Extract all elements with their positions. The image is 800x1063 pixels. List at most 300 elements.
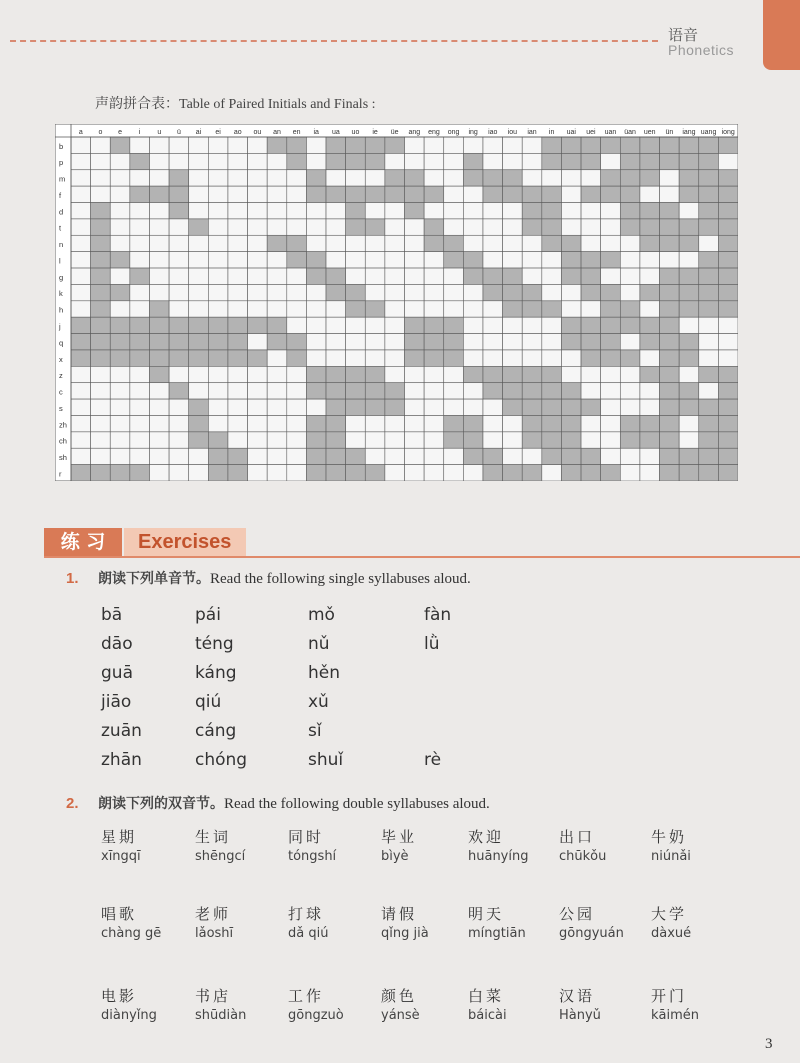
table-cell — [149, 334, 169, 350]
table-cell — [483, 399, 503, 415]
syllable-item: pái — [195, 605, 221, 625]
table-cell — [130, 465, 150, 481]
table-cell — [228, 301, 248, 317]
final-label: iang — [682, 129, 696, 136]
word-item — [651, 985, 699, 1023]
table-cell — [326, 268, 346, 284]
table-cell — [346, 153, 366, 169]
table-cell — [405, 465, 425, 481]
table-cell — [718, 268, 738, 284]
exercises-heading — [44, 528, 246, 556]
table-cell — [581, 252, 601, 268]
table-cell — [365, 350, 385, 366]
table-cell — [110, 170, 130, 186]
table-cell — [267, 415, 287, 431]
table-cell — [287, 235, 307, 251]
table-cell — [149, 301, 169, 317]
table-cell — [189, 235, 209, 251]
table-cell — [91, 350, 111, 366]
table-cell — [620, 235, 640, 251]
table-cell — [405, 252, 425, 268]
table-cell — [483, 465, 503, 481]
table-cell — [542, 383, 562, 399]
table-cell — [522, 350, 542, 366]
table-cell — [483, 203, 503, 219]
table-cell — [424, 399, 444, 415]
table-cell — [660, 186, 680, 202]
final-label: ing — [468, 129, 478, 136]
table-cell — [463, 350, 483, 366]
table-cell — [149, 203, 169, 219]
final-label: eng — [428, 129, 440, 136]
table-cell — [679, 448, 699, 464]
table-cell — [463, 203, 483, 219]
word-hanzi: 欢迎 — [468, 828, 505, 846]
word-pinyin: xīngqī — [101, 849, 141, 864]
initial-label: c — [59, 387, 63, 397]
syllable-item: mǒ — [308, 605, 335, 625]
table-cell — [463, 137, 483, 153]
table-cell — [463, 268, 483, 284]
table-cell — [601, 186, 621, 202]
table-cell — [130, 317, 150, 333]
word-pinyin: huānyíng — [468, 849, 529, 864]
table-cell — [130, 170, 150, 186]
word-pinyin: gōngzuò — [288, 1008, 344, 1023]
table-cell — [326, 301, 346, 317]
table-cell — [346, 284, 366, 300]
table-cell — [444, 235, 464, 251]
table-cell — [424, 252, 444, 268]
table-cell — [169, 383, 189, 399]
table-cell — [71, 465, 91, 481]
table-cell — [287, 399, 307, 415]
table-cell — [110, 317, 130, 333]
table-cell — [561, 268, 581, 284]
table-cell — [228, 399, 248, 415]
table-cell — [110, 252, 130, 268]
syllable-item: zuān — [101, 721, 142, 741]
table-cell — [71, 383, 91, 399]
table-cell — [130, 235, 150, 251]
syllable-item: lǜ — [424, 634, 440, 654]
table-cell — [405, 137, 425, 153]
table-cell — [169, 235, 189, 251]
table-cell — [365, 465, 385, 481]
table-cell — [699, 170, 719, 186]
table-cell — [267, 432, 287, 448]
table-cell — [228, 137, 248, 153]
table-cell — [679, 268, 699, 284]
table-cell — [660, 399, 680, 415]
table-cell — [287, 317, 307, 333]
table-cell — [405, 415, 425, 431]
table-cell — [248, 317, 268, 333]
table-cell — [463, 383, 483, 399]
table-cell — [91, 186, 111, 202]
table-cell — [405, 186, 425, 202]
table-cell — [208, 268, 228, 284]
table-cell — [169, 219, 189, 235]
question-number: 1. — [66, 570, 79, 587]
table-cell — [130, 366, 150, 382]
word-pinyin: tóngshí — [288, 849, 337, 864]
table-cell — [228, 186, 248, 202]
table-cell — [581, 203, 601, 219]
table-cell — [228, 268, 248, 284]
table-cell — [463, 415, 483, 431]
table-cell — [405, 383, 425, 399]
table-cell — [522, 465, 542, 481]
table-cell — [620, 366, 640, 382]
table-cell — [248, 203, 268, 219]
table-cell — [365, 268, 385, 284]
table-cell — [130, 432, 150, 448]
table-cell — [483, 268, 503, 284]
table-cell — [424, 366, 444, 382]
table-cell — [130, 153, 150, 169]
table-cell — [228, 284, 248, 300]
table-cell — [405, 399, 425, 415]
initial-label: q — [59, 338, 64, 348]
table-cell — [424, 465, 444, 481]
table-cell — [601, 415, 621, 431]
table-cell — [346, 170, 366, 186]
table-cell — [718, 350, 738, 366]
table-cell — [581, 219, 601, 235]
word-pinyin: bìyè — [381, 849, 409, 864]
table-cell — [208, 383, 228, 399]
table-cell — [306, 448, 326, 464]
table-cell — [228, 465, 248, 481]
table-cell — [424, 203, 444, 219]
table-cell — [679, 383, 699, 399]
table-cell — [248, 415, 268, 431]
table-cell — [718, 301, 738, 317]
word-pinyin: chàng gē — [101, 926, 162, 941]
table-cell — [346, 350, 366, 366]
table-cell — [699, 383, 719, 399]
table-cell — [365, 219, 385, 235]
table-cell — [699, 268, 719, 284]
table-cell — [444, 137, 464, 153]
table-cell — [405, 203, 425, 219]
table-cell — [522, 317, 542, 333]
table-cell — [581, 153, 601, 169]
table-cell — [110, 399, 130, 415]
table-cell — [444, 465, 464, 481]
table-cell — [660, 284, 680, 300]
table-cell — [189, 301, 209, 317]
table-cell — [287, 432, 307, 448]
table-cell — [208, 432, 228, 448]
table-cell — [679, 350, 699, 366]
table-cell — [326, 203, 346, 219]
table-cell — [640, 317, 660, 333]
table-cell — [718, 334, 738, 350]
table-cell — [522, 137, 542, 153]
table-cell — [679, 334, 699, 350]
table-cell — [522, 186, 542, 202]
table-cell — [581, 383, 601, 399]
table-cell — [91, 137, 111, 153]
table-cell — [169, 186, 189, 202]
table-cell — [522, 366, 542, 382]
table-cell — [581, 186, 601, 202]
table-cell — [91, 203, 111, 219]
table-cell — [503, 284, 523, 300]
table-cell — [208, 235, 228, 251]
table-cell — [463, 186, 483, 202]
table-cell — [444, 301, 464, 317]
final-label: a — [78, 129, 83, 136]
table-cell — [444, 399, 464, 415]
table-cell — [189, 268, 209, 284]
table-cell — [483, 252, 503, 268]
word-hanzi: 牛奶 — [651, 828, 688, 846]
table-cell — [483, 284, 503, 300]
table-cell — [522, 448, 542, 464]
table-cell — [110, 448, 130, 464]
table-cell — [522, 203, 542, 219]
syllable-item: jiāo — [101, 692, 132, 712]
syllable-item: xǔ — [308, 692, 329, 712]
table-cell — [463, 432, 483, 448]
table-cell — [679, 317, 699, 333]
table-cell — [522, 415, 542, 431]
table-cell — [385, 317, 405, 333]
initial-label: k — [59, 289, 63, 299]
table-cell — [110, 219, 130, 235]
table-cell — [287, 383, 307, 399]
initial-label: ch — [59, 436, 67, 446]
table-cell — [189, 153, 209, 169]
table-cell — [208, 415, 228, 431]
table-cell — [718, 432, 738, 448]
table-cell — [346, 186, 366, 202]
table-cell — [287, 350, 307, 366]
table-cell — [189, 415, 209, 431]
table-cell — [71, 203, 91, 219]
table-cell — [287, 203, 307, 219]
word-hanzi: 明天 — [468, 905, 505, 923]
table-cell — [189, 383, 209, 399]
table-cell — [679, 235, 699, 251]
table-cell — [71, 366, 91, 382]
syllable-item: téng — [195, 634, 234, 654]
table-cell — [503, 350, 523, 366]
table-cell — [306, 203, 326, 219]
table-cell — [169, 153, 189, 169]
question-number: 2. — [66, 795, 79, 812]
table-cell — [110, 203, 130, 219]
table-cell — [405, 432, 425, 448]
table-cell — [169, 399, 189, 415]
table-cell — [679, 219, 699, 235]
table-cell — [385, 465, 405, 481]
table-cell — [346, 448, 366, 464]
table-cell — [718, 137, 738, 153]
table-cell — [542, 350, 562, 366]
word-hanzi: 星期 — [101, 828, 138, 846]
table-cell — [365, 252, 385, 268]
table-cell — [581, 334, 601, 350]
word-hanzi: 白菜 — [468, 987, 505, 1005]
table-cell — [483, 219, 503, 235]
header-dashed-line — [10, 40, 658, 42]
initial-label: g — [59, 272, 64, 282]
table-cell — [326, 399, 346, 415]
table-cell — [365, 186, 385, 202]
final-label: uan — [604, 129, 617, 136]
table-cell — [699, 137, 719, 153]
syllable-item: hěn — [308, 663, 341, 683]
table-cell — [718, 465, 738, 481]
table-cell — [267, 203, 287, 219]
table-cell — [522, 301, 542, 317]
table-cell — [503, 268, 523, 284]
table-cell — [679, 465, 699, 481]
table-cell — [561, 301, 581, 317]
word-item — [101, 903, 161, 941]
syllable-item: bā — [101, 605, 123, 625]
table-cell — [718, 219, 738, 235]
table-cell — [208, 153, 228, 169]
final-label: an — [273, 129, 281, 136]
table-cell — [346, 432, 366, 448]
table-cell — [581, 284, 601, 300]
table-cell — [385, 432, 405, 448]
table-cell — [169, 448, 189, 464]
table-cell — [228, 317, 248, 333]
table-cell — [640, 268, 660, 284]
table-cell — [189, 350, 209, 366]
table-cell — [503, 465, 523, 481]
table-cell — [287, 153, 307, 169]
table-cell — [189, 203, 209, 219]
table-cell — [483, 350, 503, 366]
table-cell — [149, 186, 169, 202]
question-instruction-en: Read the following single syllabuses aloud. — [210, 571, 471, 587]
table-cell — [503, 235, 523, 251]
table-cell — [110, 186, 130, 202]
table-cell — [424, 432, 444, 448]
table-cell — [130, 383, 150, 399]
final-label: ian — [527, 129, 537, 136]
final-label: u — [157, 129, 162, 136]
word-hanzi: 出口 — [559, 828, 596, 846]
table-cell — [679, 153, 699, 169]
table-cell — [561, 203, 581, 219]
table-cell — [601, 334, 621, 350]
table-cell — [601, 432, 621, 448]
table-cell — [640, 383, 660, 399]
table-cell — [346, 317, 366, 333]
table-cell — [110, 284, 130, 300]
table-cell — [620, 153, 640, 169]
table-cell — [346, 366, 366, 382]
table-cell — [365, 334, 385, 350]
table-cell — [346, 219, 366, 235]
table-cell — [306, 317, 326, 333]
table-cell — [640, 170, 660, 186]
table-cell — [601, 235, 621, 251]
final-label: üan — [624, 129, 636, 136]
table-cell — [424, 186, 444, 202]
table-cell — [365, 203, 385, 219]
table-cell — [248, 465, 268, 481]
table-cell — [620, 317, 640, 333]
table-cell — [699, 399, 719, 415]
table-cell — [640, 399, 660, 415]
final-label: i — [138, 129, 141, 136]
final-label: o — [98, 129, 103, 136]
initial-label: sh — [59, 453, 67, 463]
final-label: ia — [313, 129, 319, 136]
table-cell — [385, 219, 405, 235]
table-cell — [326, 137, 346, 153]
table-cell — [130, 268, 150, 284]
table-cell — [228, 415, 248, 431]
table-cell — [542, 252, 562, 268]
word-hanzi: 工作 — [288, 987, 325, 1005]
table-cell — [130, 284, 150, 300]
table-cell — [699, 465, 719, 481]
final-label: e — [118, 129, 122, 136]
table-cell — [149, 366, 169, 382]
table-cell — [306, 137, 326, 153]
table-cell — [208, 186, 228, 202]
table-cell — [228, 203, 248, 219]
table-cell — [346, 301, 366, 317]
table-cell — [699, 235, 719, 251]
table-cell — [679, 203, 699, 219]
initial-label: h — [59, 305, 64, 315]
table-cell — [503, 186, 523, 202]
table-cell — [306, 383, 326, 399]
table-cell — [326, 448, 346, 464]
table-cell — [385, 366, 405, 382]
table-cell — [522, 334, 542, 350]
table-cell — [91, 170, 111, 186]
table-cell — [718, 448, 738, 464]
table-cell — [601, 153, 621, 169]
syllable-item: shuǐ — [308, 750, 344, 770]
table-cell — [640, 186, 660, 202]
table-cell — [385, 399, 405, 415]
table-cell — [620, 268, 640, 284]
table-cell — [444, 284, 464, 300]
table-cell — [267, 465, 287, 481]
table-cell — [287, 219, 307, 235]
syllable-item: chóng — [195, 750, 248, 770]
word-hanzi: 电影 — [101, 987, 138, 1005]
word-item — [381, 826, 417, 864]
table-cell — [405, 448, 425, 464]
table-cell — [463, 465, 483, 481]
word-pinyin: qǐng jià — [381, 926, 429, 941]
table-cell — [444, 219, 464, 235]
table-cell — [149, 350, 169, 366]
table-cell — [228, 334, 248, 350]
table-cell — [346, 235, 366, 251]
table-cell — [483, 448, 503, 464]
table-cell — [91, 448, 111, 464]
table-cell — [581, 235, 601, 251]
table-cell — [267, 334, 287, 350]
table-cell — [679, 252, 699, 268]
final-label: iou — [507, 129, 518, 136]
